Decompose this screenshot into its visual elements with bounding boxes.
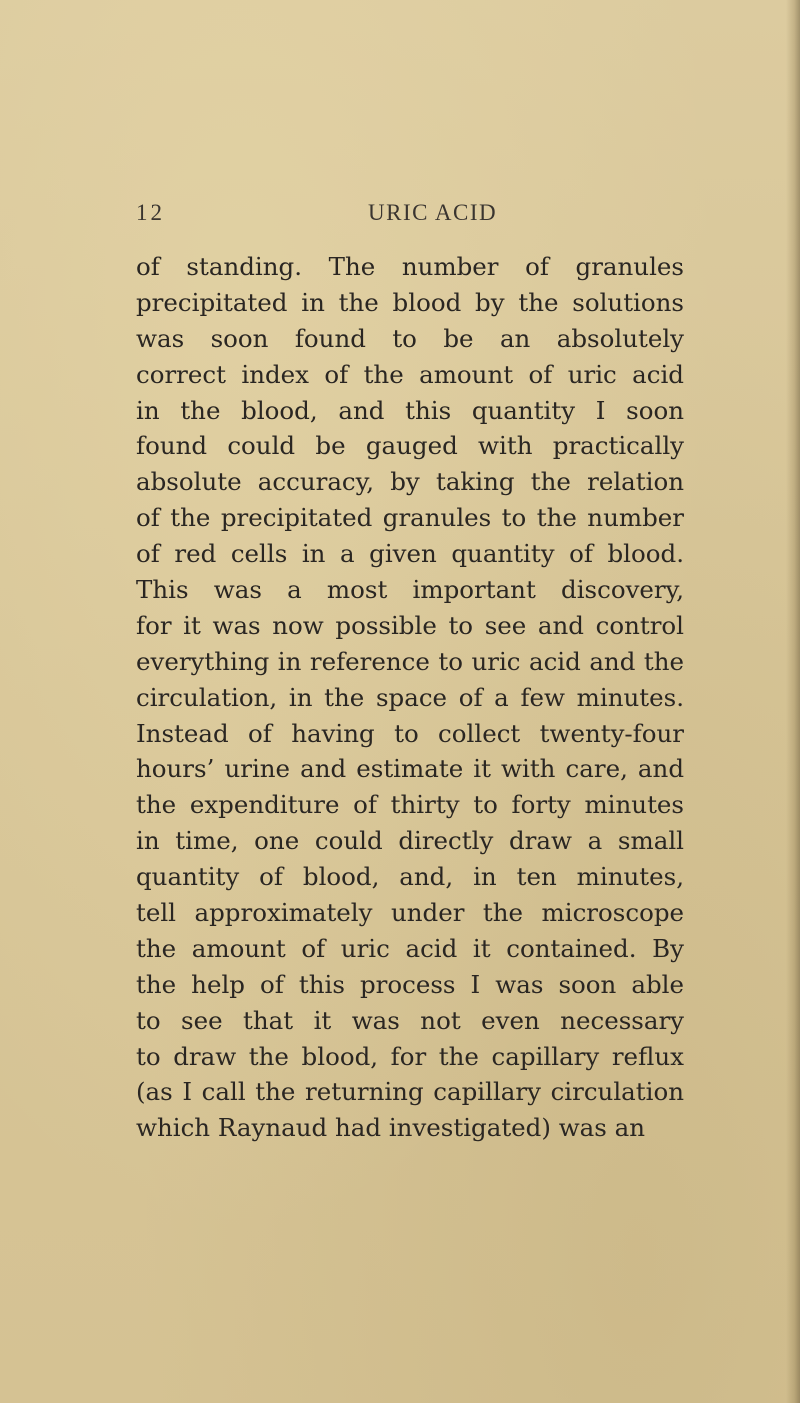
text-line: This was a most important discovery, — [136, 575, 684, 605]
text-line: Instead of having to collect twenty-four — [136, 718, 684, 748]
text-line: in time, one could directly draw a small — [136, 826, 684, 856]
text-line: to draw the blood, for the capillary reflux — [136, 1041, 684, 1071]
page-edge-shadow — [786, 0, 800, 1403]
text-line: absolute accuracy, by taking the relation — [136, 467, 684, 497]
text-line: of red cells in a given quantity of blood. — [136, 539, 684, 569]
text-line: to see that it was not even necessary — [136, 1005, 684, 1035]
text-line: found could be gauged with practically — [136, 431, 684, 461]
text-line: the help of this process I was soon able — [136, 969, 684, 999]
text-line: the expenditure of thirty to forty minutes — [136, 790, 684, 820]
text-line: in the blood, and this quantity I soon — [136, 395, 684, 425]
text-line: which Raynaud had investigated) was an — [136, 1113, 646, 1143]
text-line: for it was now possible to see and control — [136, 610, 684, 640]
text-line: (as I call the returning capillary circulation — [136, 1077, 684, 1107]
page-number: 12 — [136, 200, 165, 225]
running-title: URIC ACID — [368, 200, 498, 225]
text-line: circulation, in the space of a few minutes. — [136, 682, 684, 712]
text-line: quantity of blood, and, in ten minutes, — [136, 862, 684, 892]
text-line: tell approximately under the microscope — [136, 898, 684, 928]
text-line: was soon found to be an absolutely — [136, 323, 684, 353]
text-line: hours’ urine and estimate it with care, and — [136, 754, 684, 784]
text-line: precipitated in the blood by the solutions — [136, 287, 684, 317]
running-head — [136, 197, 696, 229]
body-paragraph — [136, 249, 684, 1146]
text-line: the amount of uric acid it contained. By — [136, 933, 684, 963]
text-line: correct index of the amount of uric acid — [136, 359, 684, 389]
text-line: of the precipitated granules to the number — [136, 503, 684, 533]
text-line: everything in reference to uric acid and the — [136, 646, 684, 676]
text-line: of standing. The number of granules — [136, 252, 684, 281]
